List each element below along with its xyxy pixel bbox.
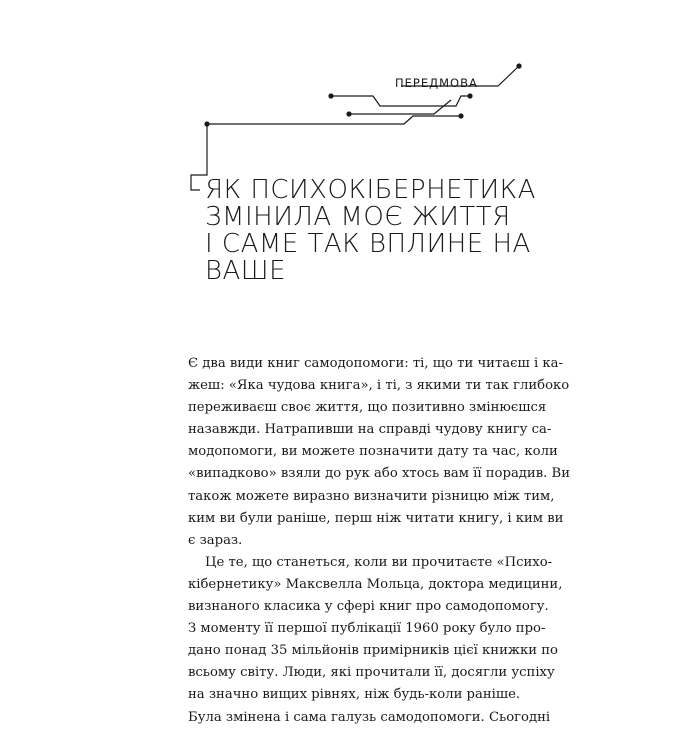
body-line: З моменту її першої публікації 1960 року було про- [188,621,546,637]
body-line: модопомоги, ви можете позначити дату та час, коли [188,444,558,460]
body-line: також можете виразно визначити різницю між тим, [188,488,555,504]
circuit-node [328,93,333,98]
body-line: кібернетику» Максвелла Мольца, доктора медицини, [188,576,563,592]
circuit-node [467,93,472,98]
circuit-trace-lower [207,116,461,124]
chapter-title-line: ЯК ПСИХОКІБЕРНЕТИКА [205,175,536,205]
body-line: ким ви були раніше, перш ніж читати книгу, і ким ви [188,510,564,526]
body-text [188,353,570,729]
circuit-node [346,111,351,116]
body-line: Була змінена і сама галузь самодопомоги. Сьогодні [188,709,551,725]
chapter-title-line: І САМЕ ТАК ВПЛИНЕ НА [205,229,531,259]
chapter-title-line: ВАШЕ [205,256,287,286]
body-line: визнаного класика у сфері книг про самодопомогу. [188,599,549,615]
body-line: є зараз. [188,532,243,548]
chapter-title [205,175,536,286]
circuit-trace-middle [349,100,451,114]
chapter-title-line: ЗМІНИЛА МОЄ ЖИТТЯ [205,202,511,232]
body-line: всьому світу. Люди, які прочитали її, досягли успіху [188,665,555,681]
body-line: жеш: «Яка чудова книга», і ті, з якими ти так глибоко [188,378,570,394]
section-label: ПЕРЕДМОВА [395,76,478,90]
body-line: Це те, що станеться, коли ви прочитаєте «Психо- [205,554,553,570]
body-line: переживаєш своє життя, що позитивно змінюєшся [188,400,547,416]
body-line: назавжди. Натрапивши на справді чудову книгу са- [188,422,552,438]
circuit-node [516,63,521,68]
circuit-node [204,121,209,126]
body-line: дано понад 35 мільйонів примірників цієї книжки по [188,643,558,659]
body-line: на значно вищих рівнях, ніж будь-коли раніше. [188,687,521,703]
body-line: Є два види книг самодопомоги: ті, що ти читаєш і ка- [188,356,563,371]
circuit-node [458,113,463,118]
body-line: «випадково» взяли до рук або хтось вам її порадив. Ви [188,466,570,482]
